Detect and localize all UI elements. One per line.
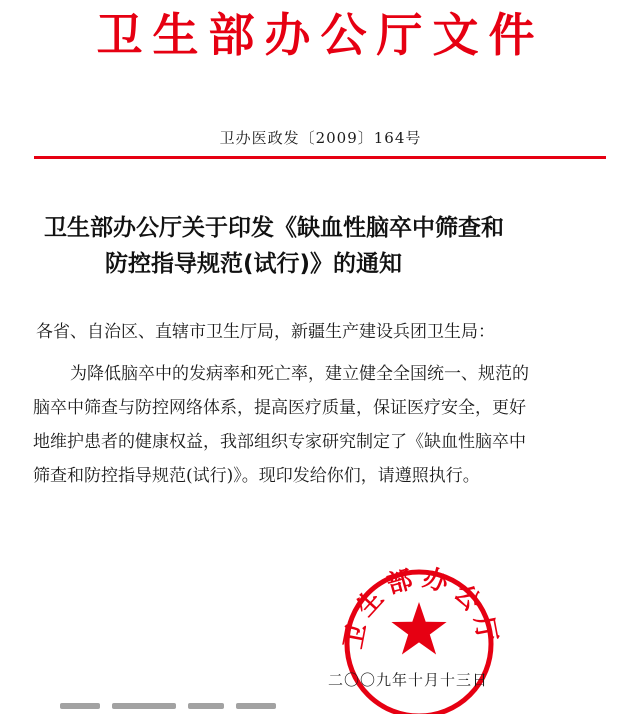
addressee: 各省、自治区、直辖市卫生厅局，新疆生产建设兵团卫生局： <box>36 322 495 342</box>
body-line: 地维护患者的健康权益，我部组织专家研究制定了《缺血性脑卒中 <box>33 432 526 452</box>
red-divider <box>34 156 606 159</box>
notice-title <box>44 210 614 282</box>
body-line: 脑卒中筛查与防控网络体系，提高医疗质量，保证医疗安全，更好 <box>33 398 526 418</box>
body-line: 为降低脑卒中的发病率和死亡率，建立健全全国统一、规范的 <box>70 364 529 384</box>
body-line: 筛查和防控指导规范(试行)》。现印发给你们，请遵照执行。 <box>33 466 480 486</box>
letterhead-title: 卫生部办公厅文件 <box>96 8 545 62</box>
notice-body <box>33 357 623 493</box>
document-number: 卫办医政发〔2009〕164号 <box>219 129 422 147</box>
seal-text-path: 卫生部办公厅 <box>338 562 504 651</box>
notice-title-line-1: 卫生部办公厅关于印发《缺血性脑卒中筛查和 <box>44 215 504 241</box>
cut-off-text-line <box>60 700 280 714</box>
notice-title-line-2: 防控指导规范(试行)》的通知 <box>105 251 403 277</box>
issue-date: 二〇〇九年十月十三日 <box>328 671 489 689</box>
star-icon <box>391 602 446 655</box>
